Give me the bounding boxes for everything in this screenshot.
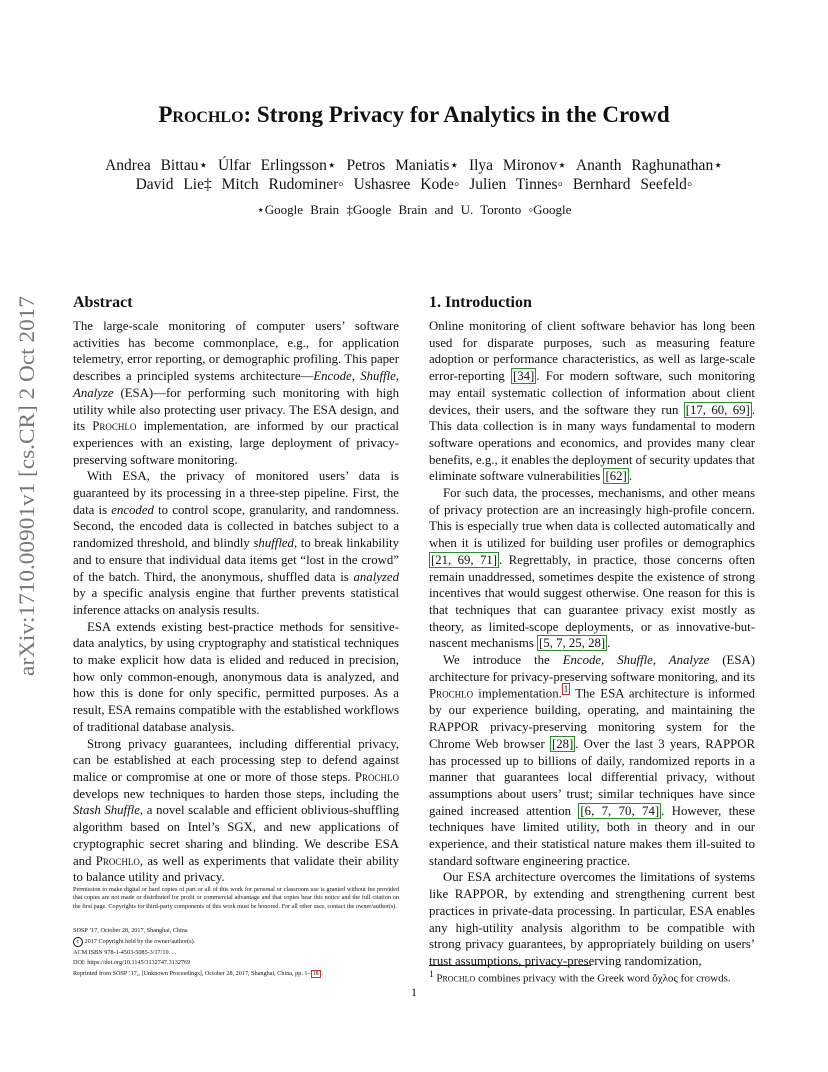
text-run: . xyxy=(607,636,611,651)
reprint-line xyxy=(73,969,403,980)
copyright-icon: c xyxy=(73,937,83,947)
text-run: implementation. xyxy=(473,686,562,701)
text-run: , a novel scalable and efficient oblivious-shuffling algorithm based on Intel’s SGX, and new applications of cryptographic secret sharing and blinding. We describe ESA and xyxy=(73,803,399,868)
text-run: We introduce the xyxy=(443,653,563,668)
text-run: . However, these techniques have limited utility, both in theory and in our experience, and their statistical nature makes them ill-suited to standard software engineering practice. xyxy=(429,803,756,868)
reprint-pages-link[interactable]: 18 xyxy=(312,971,319,978)
conference-line: SOSP ’17, October 28, 2017, Shanghai, China xyxy=(73,927,188,934)
citation-link[interactable]: [34] xyxy=(512,369,535,384)
abstract-paragraph-1 xyxy=(73,318,399,468)
citation-link[interactable]: [6, 7, 70, 74] xyxy=(580,803,660,818)
footnote-rule xyxy=(429,965,591,966)
introduction-body xyxy=(429,318,755,970)
system-name: Prochlo xyxy=(92,419,137,434)
system-name: Prochlo xyxy=(436,972,476,985)
citation-link[interactable]: [21, 69, 71] xyxy=(431,552,498,567)
text-run: , as well as experiments that validate their ability to balance utility and privacy. xyxy=(73,853,399,885)
emphasis: Encode, Shuffle, Analyze xyxy=(562,653,710,668)
text-run: (ESA) architecture for privacy-preserving software monitoring, and its xyxy=(429,653,755,684)
paper-title xyxy=(0,102,828,128)
text-run: , to break linkability and to ensure that individual data items get “lost in the crowd” of the batch. Third, the anonymous, shuffled data is xyxy=(73,536,399,584)
citation-link[interactable]: [28] xyxy=(551,736,574,751)
text-run: implementation, are informed by our practical experiences with an existing, large deployment of privacy-preserving software monitoring. xyxy=(73,419,399,467)
emphasis: Encode, Shuffle, Analyze xyxy=(73,369,399,400)
text-run: . This data collection is in many ways fundamental to modern software operations and economics, and provides many clear benefits, e.g., it enables the deployment of security updates that eliminate software vulnerabilities xyxy=(429,402,756,484)
text-run: Strong privacy guarantees, including differential privacy, can be established at each processing step to defend against malice or compromise at one or more of those steps. xyxy=(73,736,399,784)
intro-paragraph-3 xyxy=(429,652,755,869)
text-run: The large-scale monitoring of computer users’ software activities has become commonplace, e.g., for application telemetry, error reporting, or demographic profiling. This paper describes a principled systems architecture— xyxy=(73,319,399,384)
doi-line: DOI: https://doi.org/10.1145/3132747.3132769 xyxy=(73,959,191,967)
authors-line-1: Andrea Bittau⋆ Úlfar Erlingsson⋆ Petros Maniatis⋆ Ilya Mironov⋆ Ananth Raghunathan⋆ xyxy=(105,157,723,174)
text-run: (ESA)—for performing such monitoring with high utility while also protecting user privacy. The ESA design, and its xyxy=(73,385,399,434)
text-run: Online monitoring of client software behavior has long been used for disparate purposes, such as measuring feature adoption or performance characteristics, as well as large-scale error-reporting xyxy=(429,319,755,384)
arxiv-stamp-text: arXiv:1710.00901v1 [cs.CR] 2 Oct 2017 xyxy=(14,316,39,676)
text-run: to control scope, granularity, and randomness. Second, the encoded data is collected in batches subject to a randomized threshold, and blindly xyxy=(73,502,399,551)
abstract-body xyxy=(73,318,399,886)
system-name: Prochlo xyxy=(95,853,140,868)
intro-paragraph-1 xyxy=(429,318,755,485)
system-name: Prochlo xyxy=(158,102,244,127)
text-run: by a specific analysis engine that further prevents statistical inference attacks on analysis results. xyxy=(73,586,399,617)
reprint-text: Reprinted from SOSP ’17,, [Unknown Proceedings], October 28, 2017, Shanghai, China, pp. 1– xyxy=(73,970,311,978)
system-name: Prochlo xyxy=(429,686,474,701)
text-run: . Over the last 3 years, RAPPOR has processed up to billions of daily, randomized reports in a manner that guarantees local differential privacy, without assumptions about users’ trust; similar techniques have since gained increased attention xyxy=(429,736,755,818)
page-number: 1 xyxy=(411,985,417,999)
emphasis: shuffled xyxy=(253,536,294,551)
abstract-paragraph-3: ESA extends existing best-practice methods for sensitive-data analytics, by using cryptography and statistical techniques to make explicit how data is elided and reduced in precision, how only common-enough, anonymous data is analyzed, and how this is done for only specific, permitted purposes. As a result, ESA remains compatible with the established workflows of traditional database analysis. xyxy=(73,619,399,734)
emphasis: analyzed xyxy=(353,569,399,584)
isbn-line: ACM ISBN 978-1-4503-5085-3/17/10. . . xyxy=(73,948,177,956)
text-run: For such data, the processes, mechanisms, and other means of privacy protection are an increasingly high-profile concern. This is especially true when data is collected automatically and when it is utilized for building user profiles or demographics xyxy=(429,486,755,551)
intro-paragraph-2 xyxy=(429,485,755,652)
permission-notice: Permission to make digital or hard copies of part or all of this work for personal or classroom use is granted without fee provided that copies are not made or distributed for profit or commercial advantage and that copies bear this notice and the full citation on the first page. Copyrights for third-party components of this work must be honored. For all other uses, contact the owner/author(s). xyxy=(73,886,399,910)
text-run: . For modern software, such monitoring may entail systematic collection of information about client devices, their users, and the software they run xyxy=(429,369,755,417)
copyright-line xyxy=(73,937,403,948)
footnote-mark: 1 xyxy=(429,969,434,979)
emphasis: encoded xyxy=(111,502,154,517)
text-run: With ESA, the privacy of monitored users’ data is guaranteed by its processing in a three-step pipeline. First, the data is xyxy=(73,469,399,517)
abstract-paragraph-4 xyxy=(73,736,399,886)
intro-paragraph-4: Our ESA architecture overcomes the limitations of systems like RAPPOR, by extending and strengthening current best practices in private-data processing. In particular, ESA enables any high-utility analysis algorithm to be compatible with strong privacy guarantees, by appropriately building on users’ trust assumptions, privacy-preserving randomization, xyxy=(429,870,755,968)
citation-link[interactable]: [62] xyxy=(605,469,627,484)
title-rest: : Strong Privacy for Analytics in the Crowd xyxy=(243,102,670,127)
system-name: Prochlo xyxy=(354,769,399,784)
arxiv-stamp xyxy=(4,296,44,676)
footnote xyxy=(429,969,755,985)
emphasis: Stash Shuffle xyxy=(73,803,140,818)
footnote-text: combines privacy with the Greek word ὄχλος for crowds. xyxy=(475,972,731,985)
publication-info xyxy=(73,926,403,980)
authors-line-2: David Lie‡ Mitch Rudominer◦ Ushasree Kode◦ Julien Tinnes◦ Bernhard Seefeld◦ xyxy=(135,176,693,193)
abstract-heading: Abstract xyxy=(73,294,133,311)
abstract-paragraph-2 xyxy=(73,468,399,618)
citation-link[interactable]: [5, 7, 25, 28] xyxy=(539,636,606,651)
text-run: The ESA architecture is informed by our experience building, operating, and maintaining the RAPPOR privacy-preserving monitoring system for the Chrome Web browser xyxy=(429,686,755,751)
introduction-heading: 1. Introduction xyxy=(429,294,532,311)
affiliations: ⋆Google Brain ‡Google Brain and U. Toronto ◦Google xyxy=(256,202,572,217)
text-run: . Regrettably, in practice, those concerns often remain unaddressed, sometimes despite the existence of strong incentives that would suggest otherwise. One reason for this is that techniques that can guarantee privacy exist mostly as theory, as limited-scope deployments, or as innovative-but-nascent mechanisms xyxy=(429,552,755,651)
text-run: develops new techniques to harden those steps, including the xyxy=(73,786,399,801)
citation-link[interactable]: [17, 60, 69] xyxy=(685,402,750,417)
copyright-text: 2017 Copyright held by the owner/author(s). xyxy=(83,937,196,945)
footnote-link[interactable]: 1 xyxy=(563,684,569,695)
text-run: . xyxy=(628,469,633,484)
